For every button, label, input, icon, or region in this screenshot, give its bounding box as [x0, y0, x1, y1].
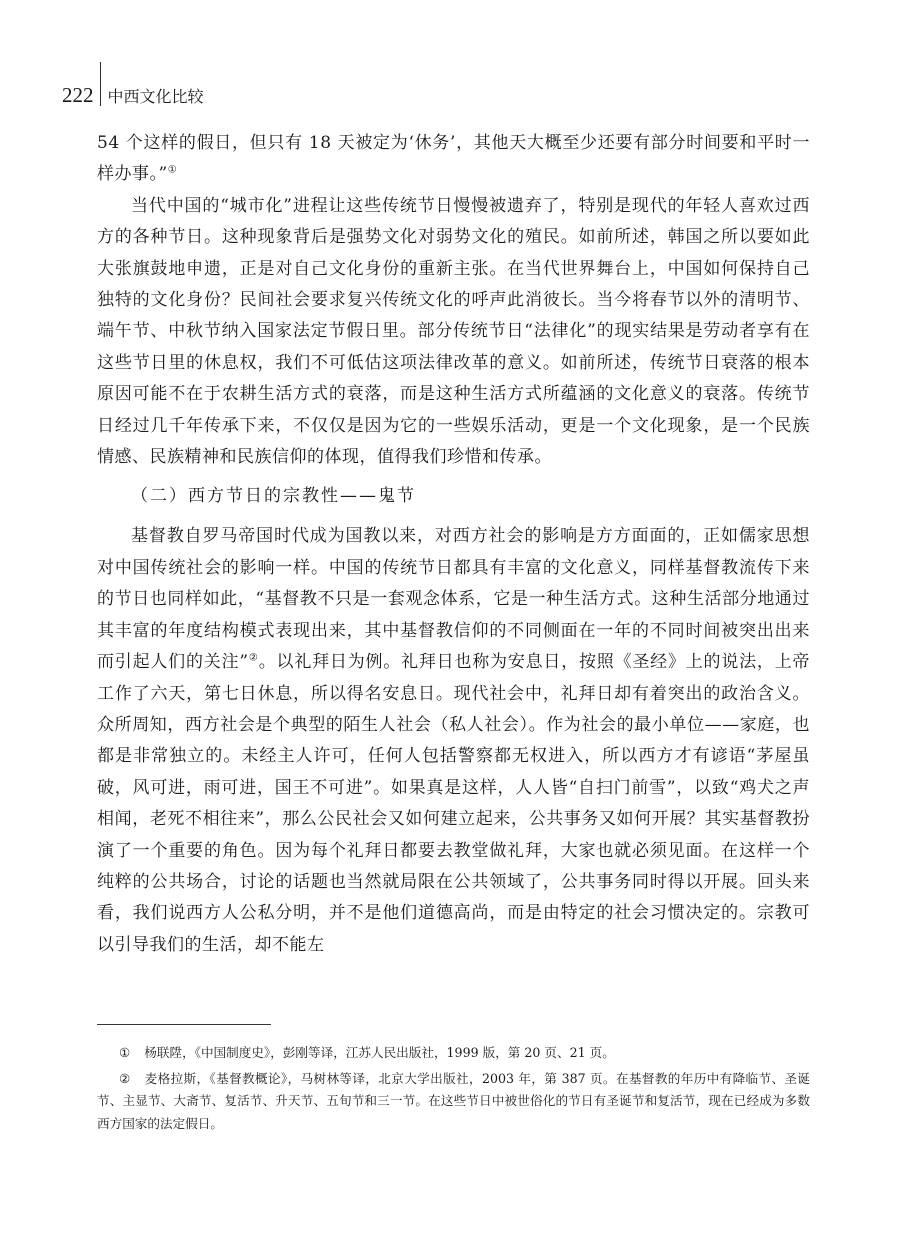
page-header	[62, 62, 204, 106]
footnote	[97, 1042, 810, 1065]
footnote-mark: ①	[119, 1045, 131, 1060]
footnote-ref: ①	[167, 164, 178, 176]
footnote	[97, 1068, 810, 1136]
footnote-divider	[97, 1024, 271, 1025]
footnote-ref: ②	[248, 652, 259, 664]
paragraph-text: 54 个这样的假日，但只有 18 天被定为‘休务’，其他天大概至少还要有部分时间要和平时一样办事。”	[97, 133, 810, 185]
footnote-text: 杨联陞，《中国制度史》，彭刚等译，江苏人民出版社，1999 版，第 20 页、21 页。	[144, 1045, 615, 1060]
paragraph	[97, 521, 810, 961]
main-text	[97, 128, 810, 961]
section-heading: （二）西方节日的宗教性——鬼节	[131, 486, 416, 507]
paragraph-text: 基督教自罗马帝国时代成为国教以来，对西方社会的影响是方方面面的，正如儒家思想对中国传统社会的影响一样。中国的传统节日都具有丰富的文化意义，同样基督教流传下来的节日也同样如此，“基督教不只是一套观念体系，它是一种生活方式。这种生活部分地通过其丰富的年度结构模式表现出来，其中基督教信仰的不同侧面在一年的不同时间被突出出来而引起人们的关注”	[97, 526, 810, 673]
footnote-text: 麦格拉斯，《基督教概论》，马树林等译，北京大学出版社，2003 年，第 387 页。在基督教的年历中有降临节、圣诞节、主显节、大斋节、复活节、升天节、五旬节和三一节。在这些节日中被世俗化的节日有圣诞节和复活节，现在已经成为多数西方国家的法定假日。	[97, 1070, 810, 1131]
paragraph-continuation	[97, 128, 810, 191]
header-divider	[100, 62, 101, 106]
footnote-mark: ②	[119, 1070, 131, 1086]
paragraph-text: 。以礼拜日为例。礼拜日也称为安息日，按照《圣经》上的说法，上帝工作了六天，第七日休息，所以得名安息日。现代社会中，礼拜日却有着突出的政治含义。众所周知，西方社会是个典型的陌生人社会（私人社会）。作为社会的最小单位——家庭，也都是非常独立的。未经主人许可，任何人包括警察都无权进入，所以西方才有谚语“茅屋虽破，风可进，雨可进，国王不可进”。如果真是这样，人人皆“自扫门前雪”，以致“鸡犬之声相闻，老死不相往来”，那么公民社会又如何建立起来，公共事务又如何开展？其实基督教扮演了一个重要的角色。因为每个礼拜日都要去教堂做礼拜，大家也就必须见面。在这样一个纯粹的公共场合，讨论的话题也当然就局限在公共领域了，公共事务同时得以开展。回头来看，我们说西方人公私分明，并不是他们道德高尚，而是由特定的社会习惯决定的。宗教可以引导我们的生活，却不能左	[97, 652, 810, 955]
footnotes	[97, 1042, 810, 1138]
running-title: 中西文化比较	[107, 87, 204, 106]
paragraph: 当代中国的“城市化”进程让这些传统节日慢慢被遗弃了，特别是现代的年轻人喜欢过西方的各种节日。这种现象背后是强势文化对弱势文化的殖民。如前所述，韩国之所以要如此大张旗鼓地申遗，正是对自己文化身份的重新主张。在当代世界舞台上，中国如何保持自己独特的文化身份？民间社会要求复兴传统文化的呼声此消彼长。当今将春节以外的清明节、端午节、中秋节纳入国家法定节假日里。部分传统节日“法律化”的现实结果是劳动者享有在这些节日里的休息权，我们不可低估这项法律改革的意义。如前所述，传统节日衰落的根本原因可能不在于农耕生活方式的衰落，而是这种生活方式所蕴涵的文化意义的衰落。传统节日经过几千年传承下来，不仅仅是因为它的一些娱乐活动，更是一个文化现象，是一个民族情感、民族精神和民族信仰的体现，值得我们珍惜和传承。	[97, 195, 810, 468]
page-number: 222	[62, 83, 94, 107]
